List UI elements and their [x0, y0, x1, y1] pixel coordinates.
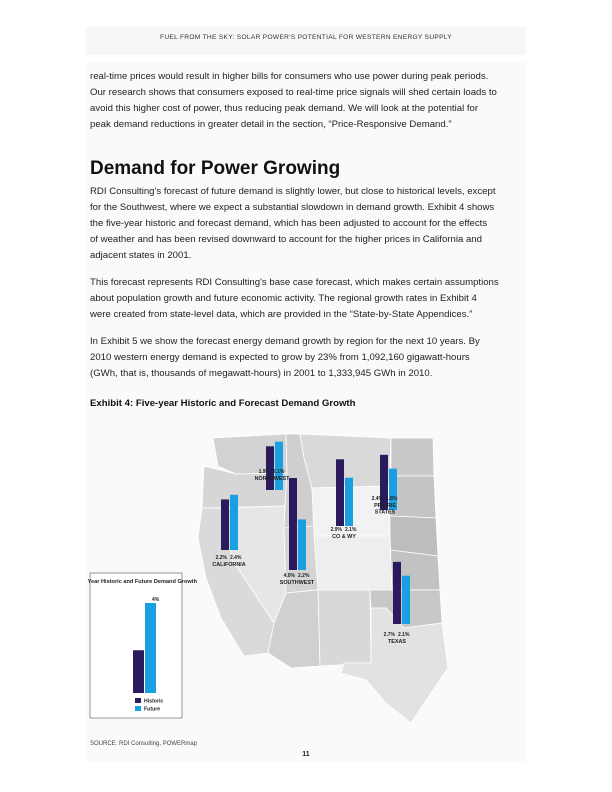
- legend-historic-swatch: [135, 698, 141, 703]
- paragraph-line: RDI Consulting's forecast of future demand is slightly lower, but close to historical levels, except: [90, 186, 496, 197]
- bar-historic: [336, 459, 344, 526]
- state-north-dakota: [391, 438, 434, 476]
- page-number: 11: [302, 751, 310, 758]
- bar-future: [298, 519, 306, 570]
- bar-historic: [289, 478, 297, 570]
- legend-box: [86, 573, 198, 718]
- value-label-historic: 2.7%: [383, 632, 395, 638]
- legend-future-label: Future: [144, 706, 161, 713]
- paragraph-line: In Exhibit 5 we show the forecast energy demand growth by region for the next 10 years. By: [90, 336, 480, 347]
- bar-future: [402, 576, 410, 624]
- intro-line: Our research shows that consumers exposed to real-time price signals will shed certain loads to: [90, 87, 497, 98]
- value-label-future: 2.1%: [273, 469, 285, 475]
- legend-future-swatch: [135, 706, 141, 711]
- bar-historic: [393, 562, 401, 624]
- paragraph-line: were created from state-level data, which are provided in the “State-by-State Appendices.”: [90, 309, 473, 320]
- paragraph-line: for the Southwest, where we expect a substantial slowdown in demand growth. Exhibit 4 shows: [90, 202, 495, 213]
- region-label: TEXAS: [388, 639, 406, 645]
- value-label-future: 2.1%: [345, 527, 357, 533]
- intro-line: avoid this higher cost of power, thus reducing peak demand. We will look at the potential for: [90, 103, 479, 114]
- value-label-historic: 1.9%: [258, 469, 270, 475]
- value-label-historic: 2.9%: [330, 527, 342, 533]
- value-label-historic: 4.0%: [283, 573, 295, 579]
- region-label: CALIFORNIA: [212, 562, 246, 568]
- legend-bar-historic: [133, 650, 144, 693]
- bar-historic: [221, 499, 229, 550]
- state-colorado: [314, 536, 392, 590]
- bar-future: [275, 442, 283, 490]
- region-label: PRAIRIE: [374, 503, 396, 509]
- paragraph-line: about population growth and future economic activity. The regional growth rates in Exhibit 4: [90, 293, 477, 304]
- state-nebraska: [390, 516, 438, 556]
- intro-line: peak demand reductions in greater detail in the section, “Price-Responsive Demand.”: [90, 119, 452, 130]
- legend-title: Five Year Historic and Future Demand Growth: [86, 579, 198, 585]
- region-label: NORTHWEST: [254, 476, 290, 482]
- bar-future: [230, 495, 238, 550]
- legend-scale-label: 4%: [152, 597, 160, 603]
- header-band: [86, 27, 526, 55]
- running-header: FUEL FROM THE SKY: SOLAR POWER'S POTENTIAL FOR WESTERN ENERGY SUPPLY: [160, 34, 452, 41]
- region-label: STATES: [374, 509, 396, 516]
- legend-frame: [90, 573, 182, 718]
- region-label: CO & WY: [332, 534, 356, 540]
- paragraph-line: of weather and has been revised downward to account for the higher prices in California and: [90, 234, 482, 245]
- region-label: SOUTHWEST: [279, 580, 315, 586]
- state-new-mexico: [318, 590, 371, 666]
- paragraph-line: 2010 western energy demand is expected to grow by 23% from 1,092,160 gigawatt-hours: [90, 352, 470, 363]
- legend-historic-label: Historic: [144, 698, 164, 705]
- exhibit-title: Exhibit 4: Five-year Historic and Forecast Demand Growth: [90, 398, 356, 409]
- exhibit-map: [86, 418, 526, 738]
- value-label-future: 2.1%: [398, 632, 410, 638]
- source-note: SOURCE: RDI Consulting, POWERmap: [90, 741, 198, 747]
- value-label-historic: 2.4%: [371, 496, 383, 502]
- paragraph-line: the five-year historic and forecast demand, which has been adjusted to account for the effects: [90, 218, 488, 229]
- map-chart: [86, 418, 526, 738]
- paragraph-line: adjacent states in 2001.: [90, 250, 192, 261]
- paragraph-line: (GWh, that is, thousands of megawatt-hours) in 2001 to 1,333,945 GWh in 2010.: [90, 368, 433, 379]
- bar-future: [345, 478, 353, 526]
- value-label-future: 1.8%: [386, 496, 398, 502]
- value-label-future: 2.2%: [298, 573, 310, 579]
- value-label-historic: 2.2%: [215, 555, 227, 561]
- section-heading: Demand for Power Growing: [90, 158, 341, 179]
- value-label-future: 2.4%: [230, 555, 242, 561]
- legend-bar-future: [145, 603, 156, 693]
- intro-line: real-time prices would result in higher bills for consumers who use power during peak periods.: [90, 71, 489, 82]
- paragraph-line: This forecast represents RDI Consulting's base case forecast, which makes certain assumptions: [90, 277, 499, 288]
